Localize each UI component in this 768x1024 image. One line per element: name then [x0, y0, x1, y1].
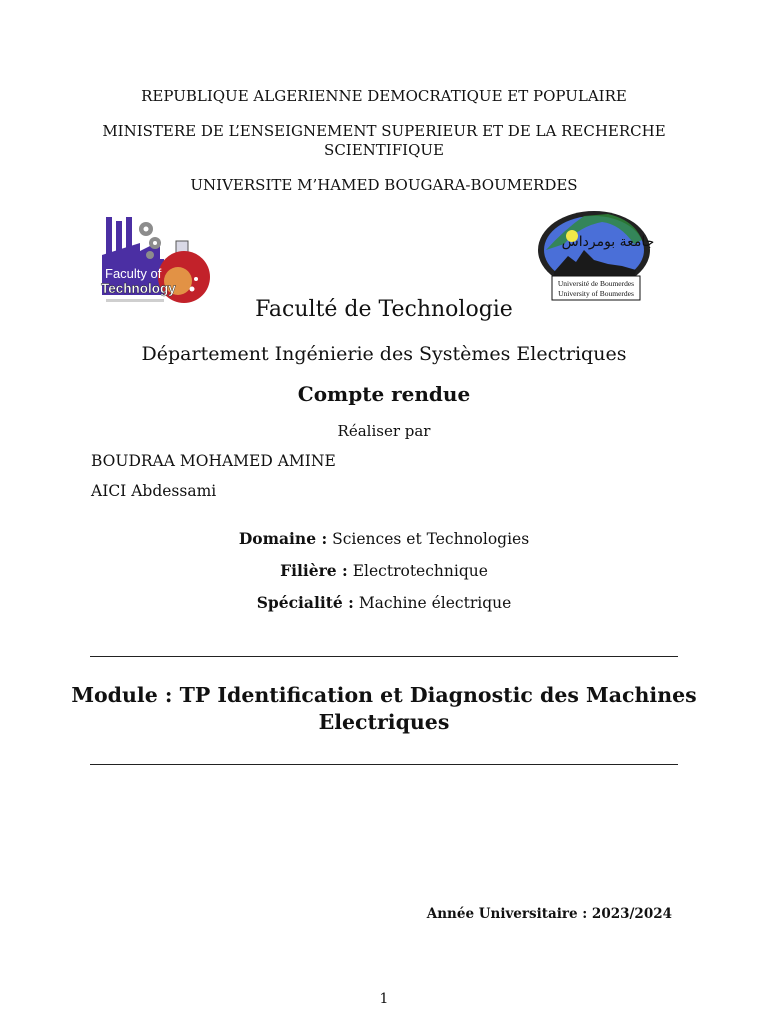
filiere-line	[0, 561, 768, 580]
module-title-line2: Electriques	[318, 710, 450, 734]
academic-year: Année Universitaire : 2023/2024	[426, 906, 672, 922]
logo-text-technology: Technology	[101, 281, 176, 296]
specialite-label: Spécialité :	[256, 593, 354, 612]
university-header: UNIVERSITE M’HAMED BOUGARA-BOUMERDES	[190, 176, 578, 194]
university-boumerdes-logo	[524, 210, 670, 302]
module-title-line1: Module : TP Identification et Diagnostic des Machines	[71, 683, 697, 707]
domaine-value: Sciences et Technologies	[332, 530, 530, 548]
logo-caption-en: University of Boumerdes	[558, 289, 634, 298]
domaine-label: Domaine :	[238, 529, 328, 548]
department-title: Département Ingénierie des Systèmes Electriques	[141, 343, 627, 365]
page-number: 1	[379, 991, 389, 1007]
divider-bottom	[90, 764, 678, 765]
logo-caption-fr: Université de Boumerdes	[557, 279, 635, 288]
domaine-line	[0, 529, 768, 548]
logo-arabic-text: جامعة بومرداس	[561, 234, 655, 250]
faculty-of-technology-logo	[100, 215, 216, 308]
faculty-title: Faculté de Technologie	[255, 297, 513, 322]
divider-top	[90, 656, 678, 657]
specialite-line	[0, 593, 768, 612]
specialite-value: Machine électrique	[358, 594, 512, 612]
author-1: BOUDRAA MOHAMED AMINE	[91, 452, 336, 470]
ministry-header-line1: MINISTERE DE L’ENSEIGNEMENT SUPERIEUR ET DE LA RECHERCHE	[102, 122, 666, 140]
author-2: AICI Abdessami	[91, 482, 217, 500]
realised-by-label: Réaliser par	[337, 422, 431, 440]
filiere-value: Electrotechnique	[352, 562, 488, 580]
republic-header: REPUBLIQUE ALGERIENNE DEMOCRATIQUE ET POPULAIRE	[141, 87, 627, 105]
filiere-label: Filière :	[280, 561, 348, 580]
logo-text-faculty: Faculty of	[105, 266, 162, 281]
report-title: Compte rendue	[297, 382, 471, 406]
ministry-header-line2: SCIENTIFIQUE	[324, 141, 444, 159]
